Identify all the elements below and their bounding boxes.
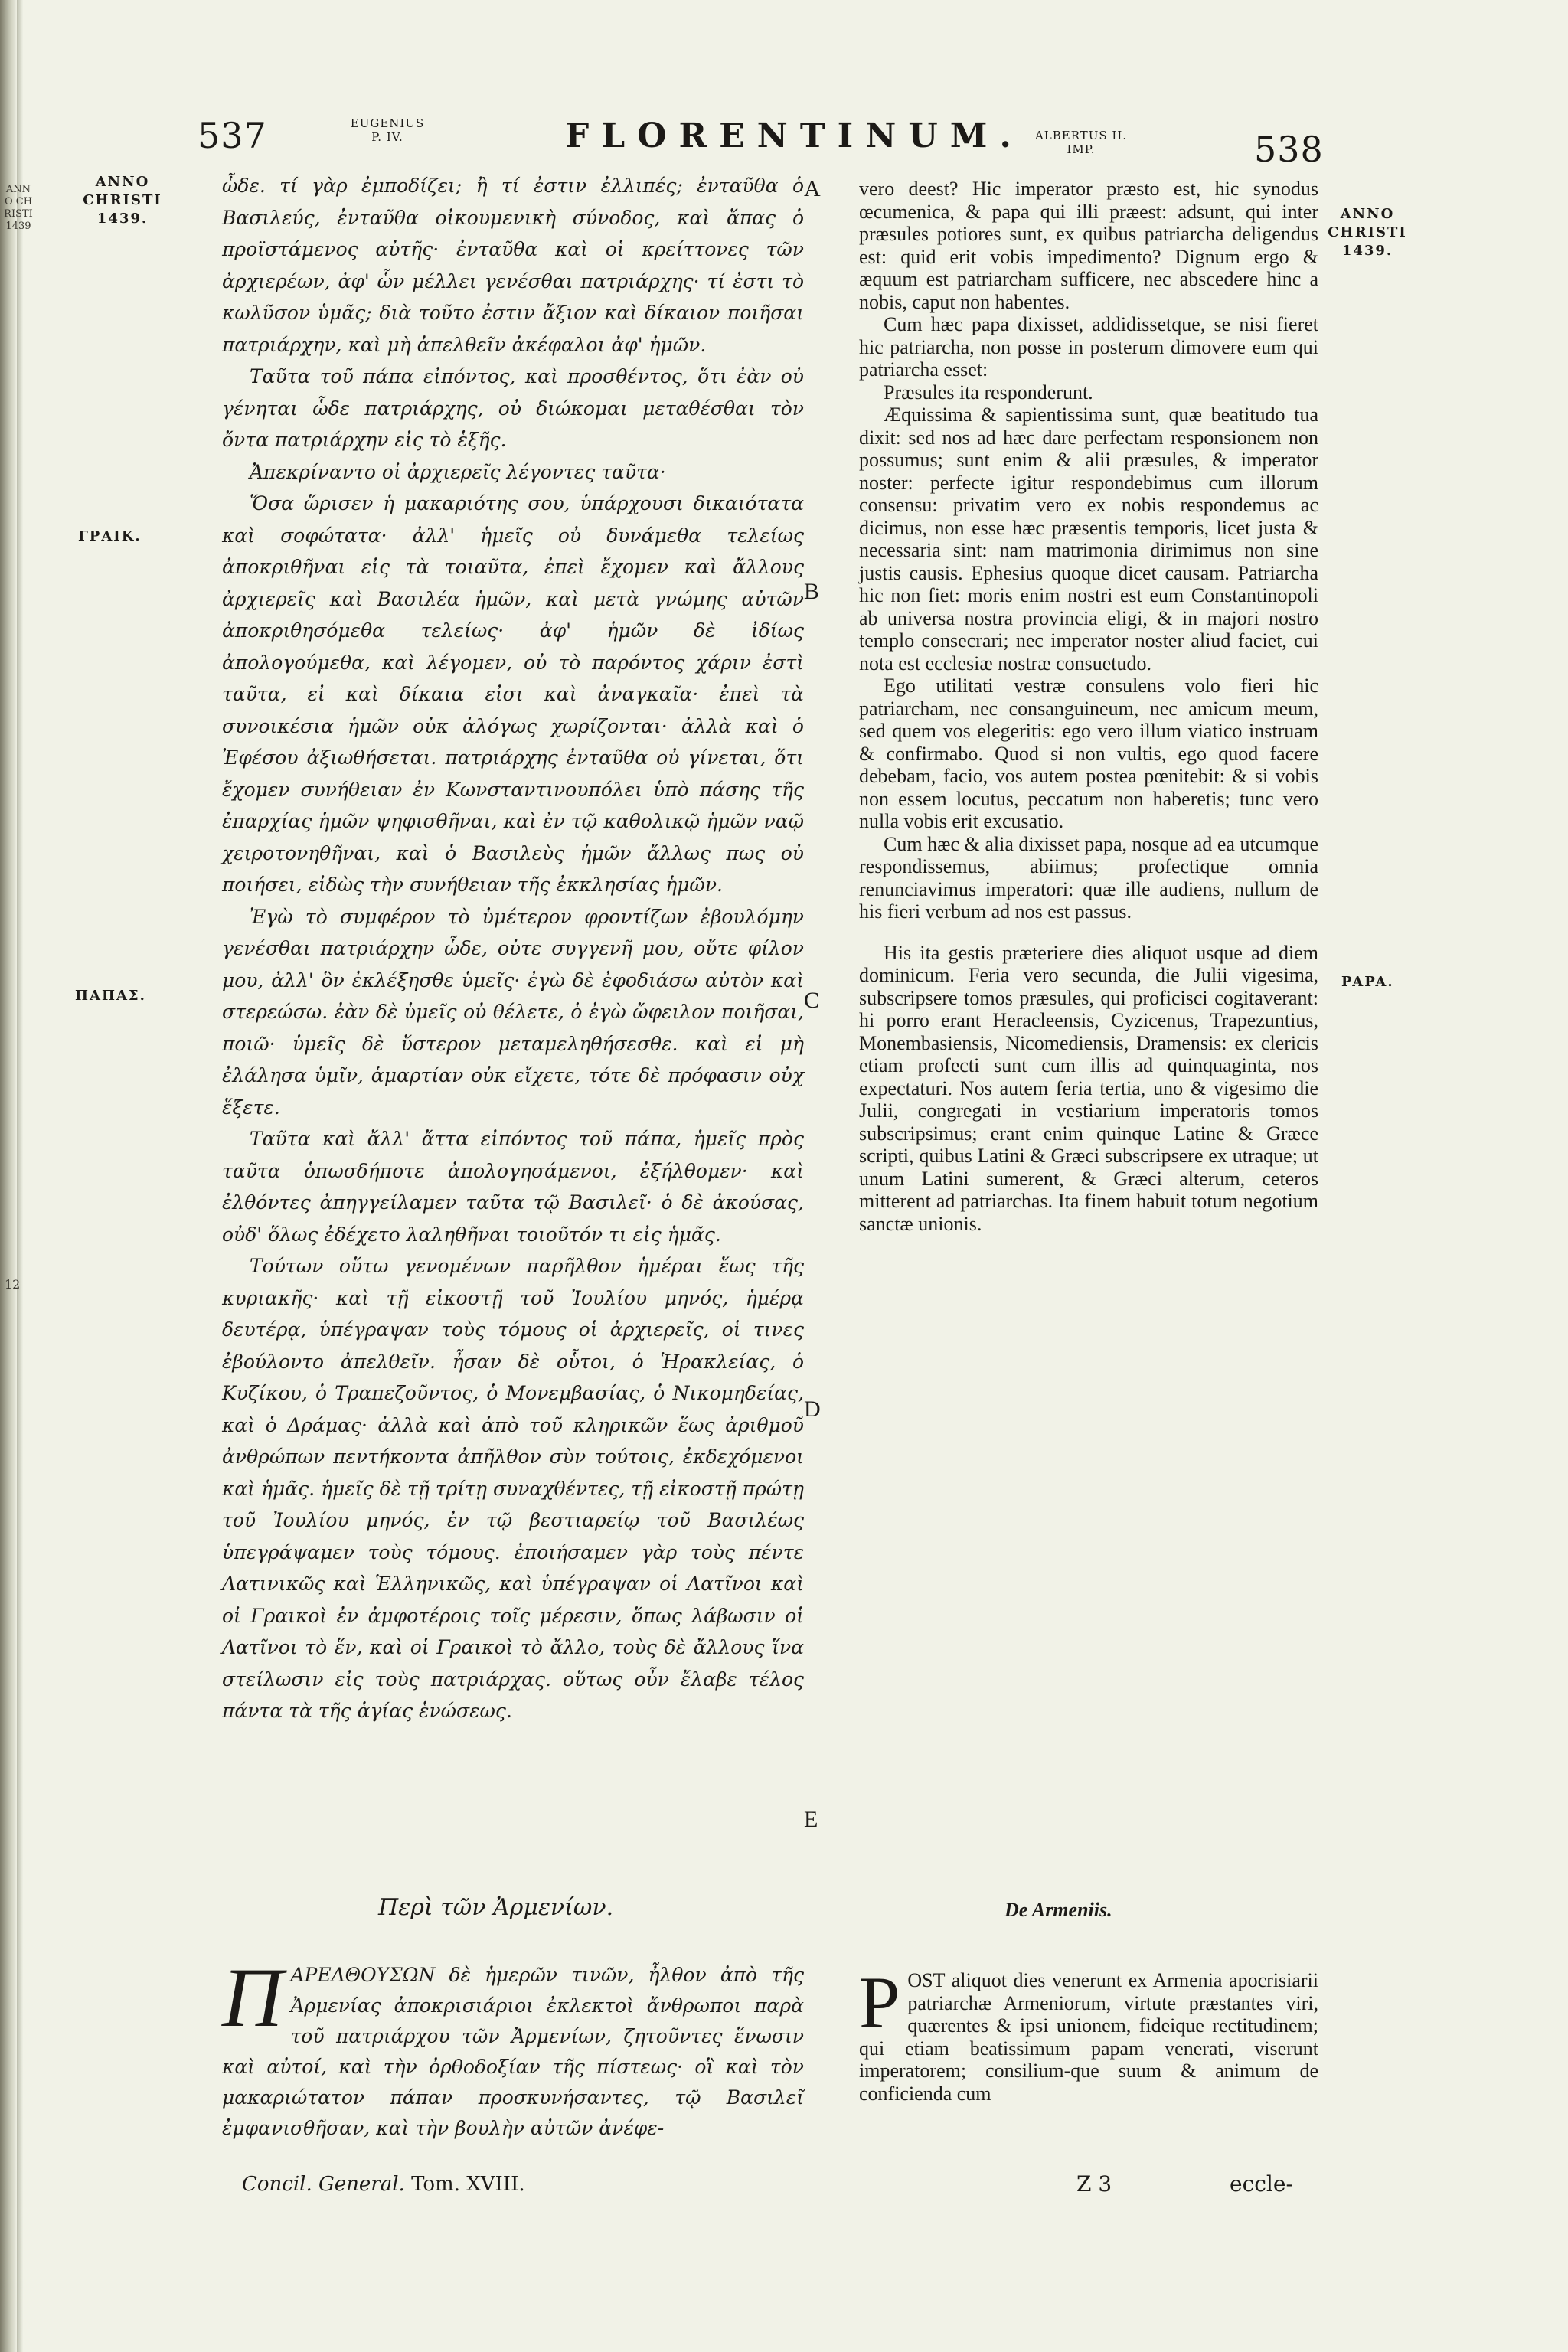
speaker-papa: PAPA. (1341, 974, 1394, 990)
greek-paragraph: ὧδε. τί γὰρ ἐμποδίζει; ἢ τί ἐστιν ἐλλιπές; ἐνταῦθα ὁ Βασιλεύς, ἐνταῦθα οἰκουμενικὴ σύνοδος, καὶ ἅπας ὁ προϊστάμενος αὐτῆς· ἐνταῦθα καὶ οἱ κρείττονες τῶν ἀρχιερέων, ἀφ' ὧν μέλλει γενέσθαι πατριάρχης· τί ἐστι τὸ κωλῦσον ὑμᾶς; διὰ τοῦτο ἐστιν ἄξιον καὶ δίκαιον ποιῆσαι πατριάρχην, καὶ μὴ ἀπελθεῖν ἀκέφαλοι ἀφ' ἡμῶν. (222, 175, 804, 356)
christi-label-right: CHRISTI (1328, 224, 1407, 240)
catchword: eccle- (1230, 2171, 1293, 2197)
greek-paragraph: Ὅσα ὥρισεν ἡ μακαριότης σου, ὑπάρχουσι δικαιότατα καὶ σοφώτατα· ἀλλ' ἡμεῖς οὐ δυνάμεθα τελείως ἀποκριθῆναι εἰς τὰ τοιαῦτα, ἐπεὶ ἔχομεν καὶ ἄλλους ἀρχιερεῖς καὶ Βασιλέα ἡμῶν, καὶ μετὰ γνώμης αὐτῶν ἀποκριθησόμεθα τελείως· ἀφ' ἡμῶν δὲ ἰδίως ἀπολογούμεθα, καὶ λέγομεν, οὐ τὸ παρόντος χάριν ἐστὶ ταῦτα, εἰ καὶ δίκαια εἰσι καὶ ἀναγκαῖα· ἐπεὶ τὰ συνοικέσια ἡμῶν οὐκ ἀλόγως χωρίζονται· ἀλλὰ καὶ ὁ Ἐφέσου ἀξιωθήσεται. πατριάρχης ἐνταῦθα οὐ γίνεται, ὅτι ἔχομεν συνήθειαν ἐν Κωνσταντινουπόλει ὑπὸ πάσης τῆς ἐπαρχίας ἡμῶν ψηφισθῆναι, καὶ ἐν τῷ καθολικῷ ἡμῶν ναῷ χειροτονηθῆναι, καὶ ὁ Βασιλεὺς ἡμῶν ἄλλως πως οὐ ποιήσει, εἰδὼς τὴν συνήθειαν τῆς ἐκκλησίας ἡμῶν. (222, 492, 804, 896)
greek-column (222, 170, 804, 1727)
latin-armenian-section (859, 1962, 1319, 2105)
left-page-number: 537 (198, 115, 267, 156)
latin-paragraph: aliquot dies venerunt ex Armenia apocrisiarii patriarchæ Armeniorum, virtute præstantes viri, quærentes & ipsi unionem, fideique rectitudinem; qui etiam beatissimum papam venerati, viserunt imperatorem; consilium-que suum & animum de conficienda cum (859, 1969, 1319, 2105)
year-label: 1439. (96, 211, 149, 227)
left-year-note (77, 173, 168, 228)
right-running-head (1027, 129, 1135, 156)
latin-paragraph: Præsules ita responderunt. (884, 381, 1093, 403)
right-page-number: 538 (1254, 129, 1324, 170)
right-year-note (1321, 205, 1413, 260)
gutter-line-number: 12 (5, 1277, 21, 1292)
latin-column (859, 178, 1318, 1235)
greek-paragraph: Ἀπεκρίναντο οἱ ἀρχιερεῖς λέγοντες ταῦτα· (250, 460, 666, 483)
year-label-right: 1439. (1341, 243, 1393, 259)
greek-paragraph: Τούτων οὕτω γενομένων παρῆλθον ἡμέραι ἕως τῆς κυριακῆς· καὶ τῇ εἰκοστῇ τοῦ Ἰουλίου μηνός, ἡμέρᾳ δευτέρᾳ, ὑπέγραψαν τοὺς τόμους οἱ ἀρχιερεῖς, οἱ τινες ἐβούλοντο ἀπελθεῖν. ἦσαν δὲ οὗτοι, ὁ Ἡρακλείας, ὁ Κυζίκου, ὁ Τραπεζοῦντος, ὁ Μονεμβασίας, ὁ Νικομηδείας, καὶ ὁ Δράμας· ἀλλὰ καὶ ἀπὸ τοῦ κληρικῶν ἕως ἀριθμοῦ ἀνθρώπων πεντήκοντα ἀπῆλθον σὺν τούτοις, ἐκδεχόμενοι καὶ ἡμᾶς. ἡμεῖς δὲ τῇ τρίτῃ συναχθέντες, τῇ εἰκοστῇ πρώτῃ τοῦ Ἰουλίου μηνός, ἐν τῷ βεστιαρείῳ τοῦ Βασιλέως ὑπεγράψαμεν τοὺς τόμους. ἐποιήσαμεν γὰρ τοὺς πέντε Λατινικῶς καὶ Ἑλληνικῶς, καὶ ὑπέγραψαν οἱ Λατῖνοι καὶ οἱ Γραικοὶ ἐν ἀμφοτέροις τοῖς μέρεσιν, ὅπως λάβωσιν οἱ Λατῖνοι τὸ ἕν, καὶ οἱ Γραικοὶ τὸ ἄλλο, τοὺς δὲ ἄλλους ἵνα στείλωσιν εἰς τοὺς πατριάρχας. οὕτως οὖν ἔλαβε τέλος πάντα τὰ τῆς ἁγίας ἑνώσεως. (222, 1255, 804, 1722)
latin-paragraph: Ego utilitati vestræ consulens volo fieri hic patriarcham, nec consanguineum, nec amicum meum, sed quem vos elegeritis: ego vero illum viatico instruam & confirmabo. Quod si non vultis, ego quod facere debebam, facio, vos autem postea pœnitebit: & si vobis non essem locutus, peccatum non haberetis; tunc vero nulla vobis erit excusatio. (859, 675, 1318, 832)
latin-paragraph: Cum hæc papa dixisset, addidissetque, se nisi fieret hic patriarcha, non posse in posterum dimovere eum qui patriarcha esset: (859, 313, 1318, 381)
footer-imprint (242, 2173, 525, 2196)
latin-paragraph: Æquissima & sapientissima sunt, quæ beatitudo tua dixit: sed nos ad hæc dare perfectam responsionem non possumus; sunt enim & alii præsules, & imperator noster: perfecte igitur respondebimus cum illorum consensu: privatim vero ex nobis respondemus ac dicimus, non esse hæc præsentis temporis, licet justa & necessaria sint: nam matrimonia dirimimus non sine justis causis. Ephesius quoque dicet causam. Patriarcha hic non fiet: moris enim nostri est eum Constantinopoli ab universa nostra provincia eligi, & in majori nostro templo consecrari; nec imperator noster aliud faciet, cui nota est ecclesiæ nostræ consuetudo. (859, 403, 1318, 675)
latin-paragraph: Cum hæc & alia dixisset papa, nosque ad ea utcumque respondissemus, abiimus; profectique omnia renunciavimus imperatori: quæ ille audiens, nullum de his fieri verbum ad nos est passus. (859, 832, 1318, 923)
section-letter-b: B (804, 579, 820, 604)
speaker-papas: ΠΑΠΑΣ. (75, 988, 146, 1004)
greek-paragraph: Ταῦτα τοῦ πάπα εἰπόντος, καὶ προσθέντος, ὅτι ἐὰν οὐ γένηται ὧδε πατριάρχης, οὐ διώκομαι μεταθέσθαι τὸν ὄντα πατριάρχην εἰς τὸ ἑξῆς. (222, 365, 804, 451)
signature-mark: Z 3 (1076, 2171, 1112, 2197)
running-title: FLORENTINUM. (565, 116, 1024, 155)
latin-small-caps: OST (907, 1969, 946, 1991)
greek-small-caps: ΑΡΕΛΘΟΥΣΩΝ (290, 1964, 436, 1986)
emperor-title: IMP. (1067, 142, 1096, 156)
anno-label-right: ANNO (1340, 206, 1395, 222)
greek-paragraph: Ἐγὼ τὸ συμφέρον τὸ ὑμέτερον φροντίζων ἐβουλόμην γενέσθαι πατριάρχην ὧδε, οὐτε συγγενῆ μου, οὔτε φίλον μου, ἀλλ' ὃν ἐκλέξησθε ὑμεῖς· ἐγὼ δὲ ἐφοδιάσω αὐτὸν καὶ στερεώσω. ἐὰν δὲ ὑμεῖς οὐ θέλετε, ὁ ἐγὼ ὤφειλον ποιῆσαι, ποιῶ· ὑμεῖς δὲ ὕστερον μεταμεληθήσεσθε. καὶ εἰ μὴ ἐλάλησα ὑμῖν, ἁμαρτίαν οὐκ εἴχετε, τότε δὲ πρόφασιν οὐχ ἕξετε. (222, 905, 804, 1119)
section-letter-e: E (804, 1807, 818, 1832)
section-letter-a: A (804, 176, 821, 201)
collection-title: Concil. General. (242, 2173, 405, 2196)
binding-gutter (0, 0, 17, 2352)
greek-drop-cap: Π (222, 1951, 283, 2044)
latin-drop-cap: P (859, 1962, 900, 2043)
tome-number: Tom. XVIII. (411, 2173, 525, 2196)
gutter-shadow (17, 0, 23, 2352)
section-letter-d: D (804, 1396, 821, 1422)
greek-armenian-section (222, 1951, 804, 2144)
pope-number: P. IV. (371, 130, 403, 144)
anno-label: ANNO (95, 174, 150, 190)
greek-paragraph: Ταῦτα καὶ ἄλλ' ἄττα εἰπόντος τοῦ πάπα, ἡμεῖς πρὸς ταῦτα ὁπωσδήποτε ἀπολογησάμενοι, ἐξήλθομεν· καὶ ἐλθόντες ἀπηγγείλαμεν ταῦτα τῷ Βασιλεῖ· ὁ δὲ ἀκούσας, οὐδ' ὅλως ἐδέχετο λαληθῆναι τοιοῦτόν τι εἰς ἡμᾶς. (222, 1128, 804, 1246)
greek-section-heading: Περὶ τῶν Ἀρμενίων. (378, 1894, 614, 1921)
greek-paragraph: δὲ ἡμερῶν τινῶν, ἦλθον ἀπὸ τῆς Ἀρμενίας ἀποκρισιάριοι ἐκλεκτοὶ ἄνθρωποι παρὰ τοῦ πατριάρχου τῶν Ἀρμενίων, ζητοῦντες ἕνωσιν καὶ αὐτοί, καὶ τὴν ὀρθοδοξίαν τῆς πίστεως· οἳ καὶ τὸν μακαριώτατον πάπαν προσκυνήσαντες, τῷ Βασιλεῖ ἐμφανισθῆσαν, καὶ τὴν βουλὴν αὐτῶν ἀνέφε- (222, 1964, 804, 2139)
gutter-margin-note: ANNO CHRISTI 1439 (4, 184, 33, 232)
latin-paragraph: His ita gestis præteriere dies aliquot usque ad diem dominicum. Feria vero secunda, die Julii vigesima, subscripsere tomos præsules, qui proficisci cogitaverant: hi porro erant Heracleensis, Cyzicenus, Trapezuntius, Monembasiensis, Nicomediensis, Dramensis: ex clericis etiam profecti sunt cum illis ad quinquaginta, nos expectaturi. Nos autem feria tertia, uno & vigesimo die Julii, congregati in vestiarium imperatoris tomos subscripsimus; erant enim quinque Latine & Græce scripti, quibus Latini & Græci subscripsere ex utraque; ut unum Latini sumerent, & Græci alterum, ceteros mitterent ad patriarchas. Ita finem habuit totum negotium sanctæ unionis. (859, 941, 1318, 1235)
section-letter-c: C (804, 988, 820, 1013)
left-running-head (349, 116, 426, 144)
speaker-graeci: ΓΡΑΙΚ. (78, 528, 142, 544)
latin-section-heading: De Armeniis. (1004, 1899, 1112, 1921)
latin-paragraph: vero deest? Hic imperator præsto est, hic synodus œcumenica, & papa qui illi præest: adsunt, qui inter præsules potiores sunt, ex quibus patriarcha deligendus est: quid erit vobis impedimento? Dignum ergo & æquum est patriarcham sufficere, nec abscedere hinc a nobis, caput non habentes. (859, 178, 1318, 313)
emperor-name: ALBERTUS II. (1034, 129, 1128, 142)
christi-label: CHRISTI (83, 192, 162, 208)
pope-name: EUGENIUS (350, 116, 425, 130)
